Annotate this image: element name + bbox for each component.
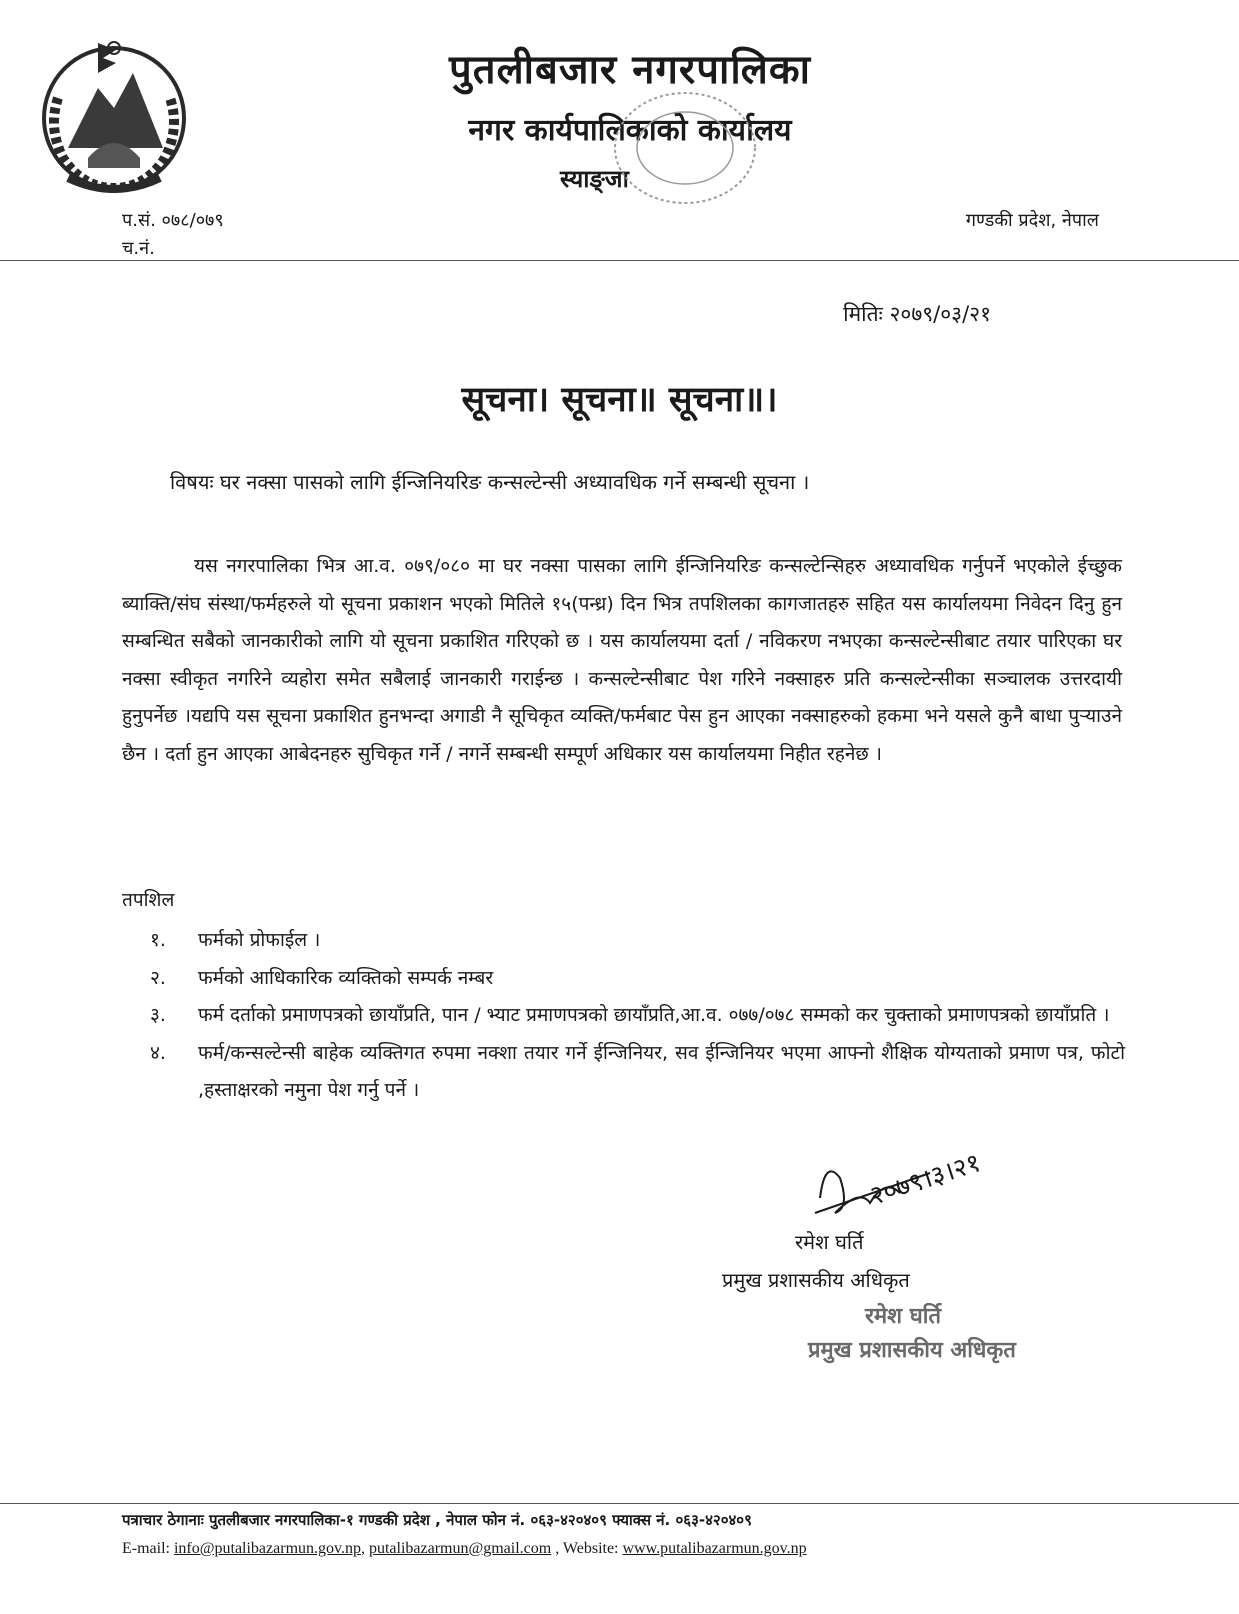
website-label: , Website: (555, 1540, 619, 1557)
list-item-number: ४. (150, 1041, 166, 1064)
list-heading: तपशिल (122, 889, 175, 911)
notice-body-text: यस नगरपालिका भित्र आ.व. ०७९/०८० मा घर नक्सा पासका लागि ईन्जिनियरिङ कन्सल्टेन्सिहरु अध्यावधिक गर्नुपर्ने भएकोले ईच्छुक ब्याक्ति/संघ संस्था/फर्महरुले यो सूचना प्रकाशन भएको मितिले १५(पन्ध्र) दिन भित्र तपशिलका कागजातहरु सहित यस कार्यालयमा निवेदन दिनु हुन सम्बन्धित सबैको जानकारीको लागि यो सूचना प्रकाशित गरिएको छ । यस कार्यालयमा दर्ता / नविकरण नभएका कन्सल्टेन्सीबाट तयार पारिएका घर नक्सा स्वीकृत नगरिने व्यहोरा समेत सबैलाई जानकारी गराईन्छ । कन्सल्टेन्सीबाट पेश गरिने नक्साहरु प्रति कन्सल्टेन्सीका सञ्चालक उत्तरदायी हुनुपर्नेछ ।यद्यपि यस सूचना प्रकाशित हुनभन्दा अगाडी नै सूचिकृत व्यक्ति/फर्मबाट पेस हुन आएका नक्साहरुको हकमा भने यसले कुनै बाधा पुऱ्याउने छैन । दर्ता हुन आएका आबेदनहरु सुचिकृत गर्ने / नगर्ने सम्बन्धी सम्पूर्ण अधिकार यस कार्यालयमा निहीत रहनेछ । (122, 555, 1122, 765)
website-link[interactable]: www.putalibazarmun.gov.np (622, 1540, 807, 1557)
list-item-number: ३. (150, 1004, 166, 1026)
requirements-list (150, 922, 1125, 1110)
list-item-number: १. (150, 929, 166, 951)
office-stamp-icon (600, 80, 770, 215)
stamp-name: रमेश घर्ति (865, 1304, 942, 1329)
footer-divider (0, 1503, 1239, 1504)
list-item-text: फर्मको प्रोफाईल । (198, 929, 321, 951)
signer-title: प्रमुख प्रशासकीय अधिकृत (722, 1268, 910, 1292)
signature-date: २०७९।३।२१ (866, 1147, 985, 1212)
signature-icon (810, 1138, 1010, 1228)
list-item (150, 997, 1125, 1035)
reference-number: प.सं. ०७८/०७९ (122, 210, 224, 231)
list-item (150, 960, 1125, 998)
nepal-emblem-icon (28, 28, 200, 200)
email-label: E-mail: (122, 1540, 170, 1557)
notice-body (122, 548, 1122, 773)
notice-subject: विषयः घर नक्सा पासको लागि ईन्जिनियरिङ कन्सल्टेन्सी अध्यावधिक गर्ने सम्बन्धी सूचना । (170, 470, 810, 494)
region-label: गण्डकी प्रदेश, नेपाल (965, 210, 1099, 231)
signer-name: रमेश घर्ति (795, 1230, 864, 1254)
list-item (150, 1035, 1125, 1110)
footer-address: पत्राचार ठेगानाः पुतलीबजार नगरपालिका-१ गण्डकी प्रदेश , नेपाल फोन नं. ०६३-४२०४०९ फ्याक्स नं. ०६३-४२०४०९ (122, 1511, 752, 1529)
notice-title: सूचना। सूचना॥ सूचना॥। (461, 380, 778, 420)
org-subtitle: नगर कार्यपालिकाको कार्यालय (468, 113, 792, 148)
list-item (150, 922, 1125, 960)
stamp-title: प्रमुख प्रशासकीय अधिकृत (808, 1338, 1016, 1363)
list-item-text: फर्मको आधिकारिक व्यक्तिको सम्पर्क नम्बर (198, 966, 494, 989)
list-item-number: २. (150, 966, 166, 989)
dispatch-number: च.नं. (122, 238, 155, 259)
notice-date: मितिः २०७९/०३/२१ (843, 302, 991, 326)
list-item-text: फर्म दर्ताको प्रमाणपत्रको छायाँप्रति, पान / भ्याट प्रमाणपत्रको छायाँप्रति,आ.व. ०७७/०७८ सम्मको कर चुक्ताको प्रमाणपत्रको छायाँप्रति । (198, 1004, 1110, 1026)
org-location: स्याङ्जा (560, 165, 629, 193)
list-item-text: फर्म/कन्सल्टेन्सी बाहेक व्यक्तिगत रुपमा नक्शा तयार गर्ने ईन्जिनियर, सव ईन्जिनियर भएमा आफ्नो शैक्षिक योग्यताको प्रमाण पत्र, फोटो ,हस्ताक्षरको नमुना पेश गर्नु पर्ने । (198, 1041, 1125, 1101)
email-link-info[interactable]: info@putalibazarmun.gov.np (173, 1540, 361, 1557)
header-divider (0, 260, 1239, 261)
org-title: पुतलीबजार नगरपालिका (449, 47, 811, 93)
footer-contact: E-mail: info@putalibazarmun.gov.np, putalibazarmun@gmail.com , Website: www.putalibazarmun.gov.np (122, 1540, 807, 1557)
email-link-gmail[interactable]: putalibazarmun@gmail.com (368, 1540, 552, 1557)
